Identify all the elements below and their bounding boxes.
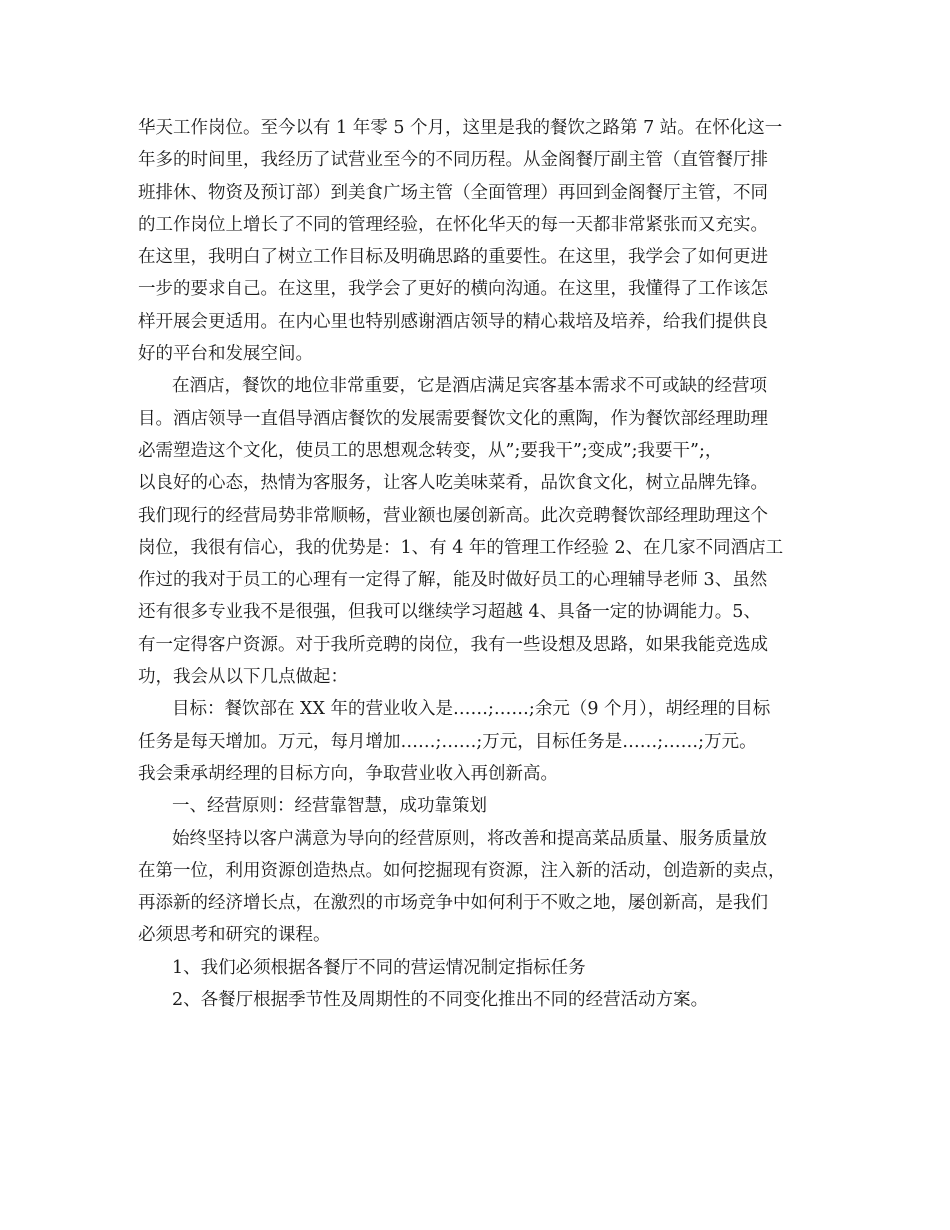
text-line: 我会秉承胡经理的目标方向，争取营业收入再创新高。 [138,763,558,784]
text-line: 好的平台和发展空间。 [138,344,313,365]
text-line: 在第一位，利用资源创造热点。如何挖掘现有资源，注入新的活动，创造新的卖点， [138,860,786,881]
paragraph-first-line: 一、经营原则：经营靠智慧，成功靠策划 [172,796,487,817]
text-line: 样开展会更适用。在内心里也特别感谢酒店领导的精心栽培及培养，给我们提供良 [138,311,768,332]
text-line: 在这里，我明白了树立工作目标及明确思路的重要性。在这里，我学会了如何更进 [138,247,768,268]
text-line: 还有很多专业我不是很强，但我可以继续学习超越 4、具备一定的协调能力。5、 [138,602,761,623]
text-line: 有一定得客户资源。对于我所竞聘的岗位，我有一些设想及思路，如果我能竞选成 [138,634,768,655]
text-line: 再添新的经济增长点，在激烈的市场竞争中如何利于不败之地，屡创新高，是我们 [138,893,768,914]
text-line: 华天工作岗位。至今以有 1 年零 5 个月，这里是我的餐饮之路第 7 站。在怀化这一 [138,118,783,138]
text-line: 任务是每天增加。万元，每月增加……;……;万元，目标任务是……;……;万元。 [138,731,757,752]
text-line: 以良好的心态，热情为客服务，让客人吃美味菜肴，品饮食文化，树立品牌先锋。 [138,473,768,494]
paragraph-first-line: 目标：餐饮部在 XX 年的营业收入是……;……;余元（9 个月），胡经理的目标 [172,699,771,720]
paragraph-first-line: 始终坚持以客户满意为导向的经营原则，将改善和提高菜品质量、服务质量放 [172,828,767,849]
text-line: 功，我会从以下几点做起： [138,667,348,688]
text-line: 目。酒店领导一直倡导酒店餐饮的发展需要餐饮文化的熏陶，作为餐饮部经理助理 [138,408,768,429]
paragraph-first-line: 1、我们必须根据各餐厅不同的营运情况制定指标任务 [172,957,586,978]
paragraph-first-line: 2、各餐厅根据季节性及周期性的不同变化推出不同的经营活动方案。 [172,990,709,1011]
text-line: 必需塑造这个文化，使员工的思想观念转变，从”;要我干”;变成”;我要干”;， [138,440,723,461]
text-line: 我们现行的经营局势非常顺畅，营业额也屡创新高。此次竞聘餐饮部经理助理这个 [138,505,768,526]
text-line: 班排休、物资及预订部）到美食广场主管（全面管理）再回到金阁餐厅主管，不同 [138,182,768,203]
text-line: 作过的我对于员工的心理有一定得了解，能及时做好员工的心理辅导老师 3、虽然 [138,570,768,591]
text-line: 岗位，我很有信心，我的优势是：1、有 4 年的管理工作经验 2、在几家不同酒店工 [138,537,784,558]
text-line: 一步的要求自己。在这里，我学会了更好的横向沟通。在这里，我懂得了工作该怎 [138,279,768,300]
text-line: 年多的时间里，我经历了试营业至今的不同历程。从金阁餐厅副主管（直管餐厅排 [138,150,768,171]
text-line: 的工作岗位上增长了不同的管理经验，在怀化华天的每一天都非常紧张而又充实。 [138,214,768,235]
document-body [138,112,828,1016]
paragraph-first-line: 在酒店，餐饮的地位非常重要，它是酒店满足宾客基本需求不可或缺的经营项 [172,376,767,397]
text-line: 必须思考和研究的课程。 [138,925,331,946]
